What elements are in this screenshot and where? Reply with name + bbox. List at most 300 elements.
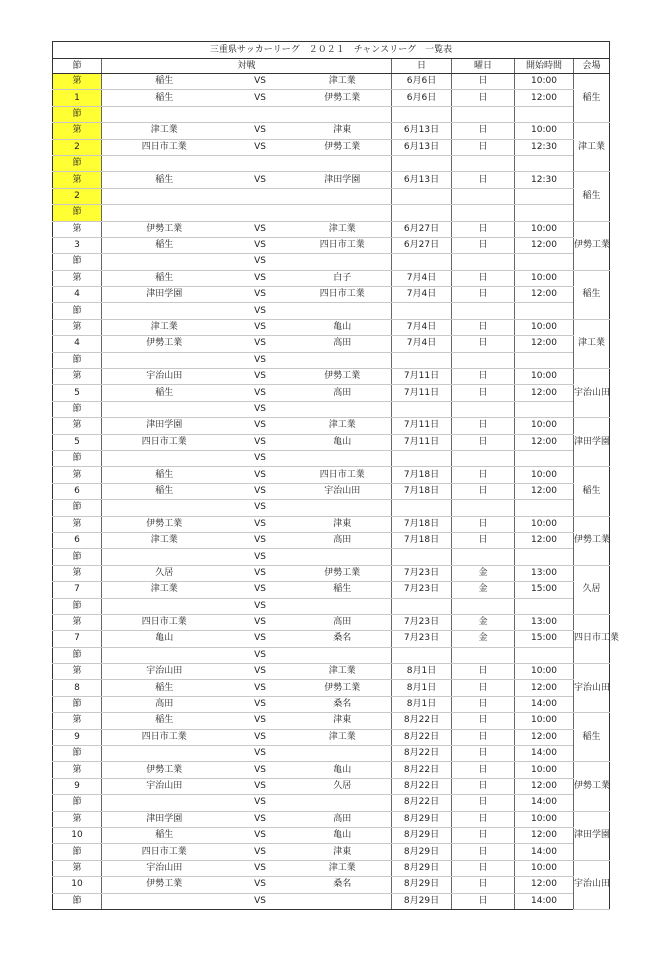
home-team: 津工業 — [102, 319, 227, 335]
match-start-time: 10:00 — [515, 516, 574, 532]
vs-label: VS — [227, 696, 294, 712]
away-team: 桑名 — [294, 877, 392, 893]
home-team — [102, 205, 227, 221]
header-start-time: 開始時間 — [515, 59, 574, 74]
round-cell: 第 — [53, 713, 102, 729]
away-team: 亀山 — [294, 434, 392, 450]
match-start-time: 14:00 — [515, 893, 574, 909]
match-start-time: 12:00 — [515, 90, 574, 106]
round-cell: 第 — [53, 319, 102, 335]
round-cell: 節 — [53, 155, 102, 171]
match-start-time: 12:30 — [515, 139, 574, 155]
vs-label: VS — [227, 336, 294, 352]
home-team: 四日市工業 — [102, 614, 227, 630]
vs-label: VS — [227, 352, 294, 368]
match-row — [53, 500, 610, 516]
match-row — [53, 614, 610, 630]
away-team — [294, 893, 392, 909]
match-date — [392, 188, 452, 204]
match-start-time: 12:00 — [515, 237, 574, 253]
match-start-time: 12:00 — [515, 729, 574, 745]
home-team: 四日市工業 — [102, 729, 227, 745]
match-row — [53, 713, 610, 729]
round-cell: 第 — [53, 221, 102, 237]
away-team — [294, 500, 392, 516]
round-cell: 9 — [53, 729, 102, 745]
home-team: 宇治山田 — [102, 664, 227, 680]
away-team: 伊勢工業 — [294, 565, 392, 581]
match-date: 8月29日 — [392, 860, 452, 876]
match-weekday: 日 — [452, 287, 515, 303]
vs-label: VS — [227, 74, 294, 90]
match-weekday: 日 — [452, 123, 515, 139]
round-cell: 節 — [53, 401, 102, 417]
away-team — [294, 155, 392, 171]
match-weekday: 日 — [452, 680, 515, 696]
match-row — [53, 155, 610, 171]
venue-cell: 四日市工業 — [574, 614, 610, 663]
match-row — [53, 680, 610, 696]
vs-label: VS — [227, 565, 294, 581]
away-team — [294, 549, 392, 565]
home-team: 宇治山田 — [102, 860, 227, 876]
match-weekday: 日 — [452, 532, 515, 548]
match-row — [53, 827, 610, 843]
vs-label: VS — [227, 598, 294, 614]
match-date: 6月27日 — [392, 237, 452, 253]
vs-label: VS — [227, 287, 294, 303]
match-row — [53, 467, 610, 483]
home-team — [102, 303, 227, 319]
match-start-time — [515, 155, 574, 171]
match-date: 7月4日 — [392, 287, 452, 303]
match-date: 8月1日 — [392, 696, 452, 712]
match-date: 6月13日 — [392, 123, 452, 139]
match-start-time: 10:00 — [515, 418, 574, 434]
home-team — [102, 746, 227, 762]
match-row — [53, 647, 610, 663]
match-row — [53, 106, 610, 122]
match-date — [392, 500, 452, 516]
match-start-time: 10:00 — [515, 467, 574, 483]
match-start-time — [515, 500, 574, 516]
round-cell: 第 — [53, 418, 102, 434]
match-date: 6月13日 — [392, 139, 452, 155]
away-team: 宇治山田 — [294, 483, 392, 499]
away-team — [294, 647, 392, 663]
venue-cell: 津工業 — [574, 123, 610, 172]
match-weekday: 金 — [452, 565, 515, 581]
away-team — [294, 188, 392, 204]
match-row — [53, 352, 610, 368]
match-weekday: 日 — [452, 319, 515, 335]
match-start-time: 13:00 — [515, 565, 574, 581]
away-team: 津東 — [294, 516, 392, 532]
match-start-time: 12:00 — [515, 434, 574, 450]
home-team — [102, 893, 227, 909]
away-team: 津東 — [294, 713, 392, 729]
away-team: 四日市工業 — [294, 237, 392, 253]
match-start-time: 10:00 — [515, 762, 574, 778]
round-cell: 8 — [53, 680, 102, 696]
away-team: 四日市工業 — [294, 467, 392, 483]
match-date: 7月23日 — [392, 565, 452, 581]
match-row — [53, 237, 610, 253]
home-team: 津工業 — [102, 582, 227, 598]
match-row — [53, 762, 610, 778]
venue-cell: 稲生 — [574, 713, 610, 762]
match-start-time — [515, 450, 574, 466]
match-weekday: 日 — [452, 385, 515, 401]
home-team: 高田 — [102, 696, 227, 712]
match-weekday — [452, 205, 515, 221]
round-cell: 7 — [53, 582, 102, 598]
vs-label: VS — [227, 385, 294, 401]
match-start-time: 12:00 — [515, 532, 574, 548]
match-weekday: 日 — [452, 221, 515, 237]
round-cell: 第 — [53, 811, 102, 827]
match-date: 8月29日 — [392, 893, 452, 909]
round-cell: 4 — [53, 336, 102, 352]
vs-label: VS — [227, 729, 294, 745]
match-date: 6月6日 — [392, 90, 452, 106]
vs-label: VS — [227, 270, 294, 286]
match-start-time: 10:00 — [515, 270, 574, 286]
vs-label — [227, 205, 294, 221]
away-team: 津東 — [294, 123, 392, 139]
home-team: 稲生 — [102, 270, 227, 286]
home-team: 伊勢工業 — [102, 516, 227, 532]
home-team: 稲生 — [102, 827, 227, 843]
match-row — [53, 401, 610, 417]
match-date: 7月11日 — [392, 434, 452, 450]
home-team: 伊勢工業 — [102, 762, 227, 778]
match-date: 8月29日 — [392, 877, 452, 893]
match-row — [53, 860, 610, 876]
match-weekday: 日 — [452, 860, 515, 876]
match-start-time: 14:00 — [515, 795, 574, 811]
match-weekday: 日 — [452, 90, 515, 106]
round-cell: 第 — [53, 123, 102, 139]
away-team: 津工業 — [294, 74, 392, 90]
away-team: 高田 — [294, 614, 392, 630]
round-cell: 第 — [53, 860, 102, 876]
match-weekday: 金 — [452, 582, 515, 598]
match-date: 7月4日 — [392, 336, 452, 352]
vs-label: VS — [227, 303, 294, 319]
round-cell: 2 — [53, 188, 102, 204]
home-team: 津田学園 — [102, 811, 227, 827]
vs-label: VS — [227, 123, 294, 139]
vs-label — [227, 188, 294, 204]
match-weekday: 金 — [452, 631, 515, 647]
home-team — [102, 450, 227, 466]
vs-label: VS — [227, 516, 294, 532]
home-team — [102, 155, 227, 171]
round-cell: 第 — [53, 516, 102, 532]
vs-label: VS — [227, 827, 294, 843]
match-row — [53, 664, 610, 680]
away-team — [294, 106, 392, 122]
match-row — [53, 893, 610, 909]
away-team: 津工業 — [294, 418, 392, 434]
match-start-time: 10:00 — [515, 74, 574, 90]
vs-label: VS — [227, 172, 294, 188]
round-cell: 第 — [53, 762, 102, 778]
match-start-time — [515, 188, 574, 204]
away-team: 亀山 — [294, 827, 392, 843]
match-start-time: 15:00 — [515, 582, 574, 598]
away-team: 桑名 — [294, 631, 392, 647]
match-start-time — [515, 647, 574, 663]
match-start-time: 10:00 — [515, 713, 574, 729]
match-weekday: 日 — [452, 74, 515, 90]
away-team: 高田 — [294, 811, 392, 827]
match-weekday — [452, 188, 515, 204]
vs-label: VS — [227, 139, 294, 155]
match-date: 8月22日 — [392, 729, 452, 745]
vs-label: VS — [227, 664, 294, 680]
match-start-time: 14:00 — [515, 746, 574, 762]
match-weekday — [452, 401, 515, 417]
match-date: 6月27日 — [392, 221, 452, 237]
match-row — [53, 549, 610, 565]
vs-label: VS — [227, 418, 294, 434]
round-cell: 節 — [53, 746, 102, 762]
match-date: 8月1日 — [392, 680, 452, 696]
match-row — [53, 696, 610, 712]
match-date: 7月23日 — [392, 631, 452, 647]
round-cell: 第 — [53, 369, 102, 385]
match-start-time: 10:00 — [515, 860, 574, 876]
vs-label: VS — [227, 221, 294, 237]
vs-label: VS — [227, 811, 294, 827]
match-start-time: 10:00 — [515, 123, 574, 139]
match-start-time: 10:00 — [515, 369, 574, 385]
match-row — [53, 385, 610, 401]
vs-label: VS — [227, 467, 294, 483]
home-team: 伊勢工業 — [102, 877, 227, 893]
match-start-time — [515, 549, 574, 565]
round-cell: 10 — [53, 877, 102, 893]
away-team: 高田 — [294, 532, 392, 548]
round-cell: 節 — [53, 549, 102, 565]
round-cell: 6 — [53, 532, 102, 548]
away-team: 伊勢工業 — [294, 90, 392, 106]
away-team: 津東 — [294, 844, 392, 860]
away-team: 亀山 — [294, 319, 392, 335]
venue-cell: 伊勢工業 — [574, 762, 610, 811]
match-date — [392, 254, 452, 270]
match-row — [53, 483, 610, 499]
match-weekday: 日 — [452, 713, 515, 729]
match-row — [53, 270, 610, 286]
match-weekday: 日 — [452, 762, 515, 778]
match-row — [53, 221, 610, 237]
match-date: 7月11日 — [392, 418, 452, 434]
vs-label: VS — [227, 713, 294, 729]
round-cell: 第 — [53, 270, 102, 286]
home-team: 稲生 — [102, 713, 227, 729]
vs-label: VS — [227, 746, 294, 762]
match-start-time: 10:00 — [515, 811, 574, 827]
venue-cell: 津工業 — [574, 319, 610, 368]
home-team: 津田学園 — [102, 418, 227, 434]
away-team: 津工業 — [294, 664, 392, 680]
match-start-time: 12:00 — [515, 483, 574, 499]
away-team: 津工業 — [294, 860, 392, 876]
match-row — [53, 844, 610, 860]
home-team — [102, 647, 227, 663]
match-date: 7月23日 — [392, 614, 452, 630]
venue-cell: 宇治山田 — [574, 860, 610, 909]
away-team — [294, 598, 392, 614]
home-team: 四日市工業 — [102, 844, 227, 860]
match-weekday: 日 — [452, 696, 515, 712]
title-row — [53, 42, 610, 59]
venue-cell: 稲生 — [574, 74, 610, 123]
match-start-time: 15:00 — [515, 631, 574, 647]
match-row — [53, 729, 610, 745]
vs-label: VS — [227, 500, 294, 516]
round-cell: 節 — [53, 844, 102, 860]
away-team: 高田 — [294, 385, 392, 401]
home-team — [102, 106, 227, 122]
match-date: 7月18日 — [392, 467, 452, 483]
venue-cell: 稲生 — [574, 467, 610, 516]
match-date — [392, 401, 452, 417]
vs-label: VS — [227, 582, 294, 598]
home-team: 津田学園 — [102, 287, 227, 303]
match-weekday — [452, 303, 515, 319]
match-date: 7月4日 — [392, 319, 452, 335]
match-date: 8月22日 — [392, 778, 452, 794]
match-date: 6月6日 — [392, 74, 452, 90]
match-start-time: 14:00 — [515, 844, 574, 860]
schedule-body — [53, 42, 620, 910]
match-start-time: 14:00 — [515, 696, 574, 712]
match-row — [53, 450, 610, 466]
match-date: 7月18日 — [392, 532, 452, 548]
match-start-time: 10:00 — [515, 664, 574, 680]
round-cell: 節 — [53, 598, 102, 614]
round-cell: 2 — [53, 139, 102, 155]
match-row — [53, 369, 610, 385]
vs-label — [227, 155, 294, 171]
home-team: 四日市工業 — [102, 139, 227, 155]
match-start-time: 12:00 — [515, 336, 574, 352]
venue-cell: 稲生 — [574, 172, 610, 221]
match-weekday: 日 — [452, 418, 515, 434]
match-start-time: 12:00 — [515, 778, 574, 794]
away-team: 高田 — [294, 336, 392, 352]
match-weekday: 日 — [452, 877, 515, 893]
match-weekday — [452, 106, 515, 122]
match-row — [53, 90, 610, 106]
match-row — [53, 746, 610, 762]
match-weekday — [452, 155, 515, 171]
match-date — [392, 647, 452, 663]
match-start-time — [515, 352, 574, 368]
round-cell: 節 — [53, 500, 102, 516]
round-cell: 節 — [53, 647, 102, 663]
home-team — [102, 795, 227, 811]
home-team: 伊勢工業 — [102, 221, 227, 237]
round-cell: 節 — [53, 254, 102, 270]
home-team — [102, 549, 227, 565]
match-date — [392, 549, 452, 565]
away-team — [294, 450, 392, 466]
home-team — [102, 254, 227, 270]
match-row — [53, 516, 610, 532]
vs-label: VS — [227, 893, 294, 909]
away-team — [294, 303, 392, 319]
round-cell: 1 — [53, 90, 102, 106]
vs-label: VS — [227, 877, 294, 893]
match-row — [53, 778, 610, 794]
match-weekday: 日 — [452, 729, 515, 745]
home-team: 伊勢工業 — [102, 336, 227, 352]
away-team: 津田学園 — [294, 172, 392, 188]
match-row — [53, 188, 610, 204]
vs-label: VS — [227, 647, 294, 663]
match-date — [392, 106, 452, 122]
match-weekday: 日 — [452, 811, 515, 827]
match-weekday: 日 — [452, 336, 515, 352]
vs-label: VS — [227, 434, 294, 450]
match-weekday: 日 — [452, 434, 515, 450]
venue-cell: 伊勢工業 — [574, 516, 610, 565]
match-date: 7月18日 — [392, 516, 452, 532]
home-team: 津工業 — [102, 532, 227, 548]
away-team: 津工業 — [294, 729, 392, 745]
vs-label: VS — [227, 762, 294, 778]
vs-label: VS — [227, 680, 294, 696]
home-team: 稲生 — [102, 467, 227, 483]
venue-cell: 久居 — [574, 565, 610, 614]
away-team: 伊勢工業 — [294, 139, 392, 155]
match-date: 8月22日 — [392, 713, 452, 729]
away-team — [294, 254, 392, 270]
home-team — [102, 401, 227, 417]
round-cell: 4 — [53, 287, 102, 303]
match-weekday — [452, 549, 515, 565]
round-cell: 7 — [53, 631, 102, 647]
match-date: 8月22日 — [392, 746, 452, 762]
round-cell: 3 — [53, 237, 102, 253]
away-team — [294, 795, 392, 811]
match-row — [53, 811, 610, 827]
vs-label: VS — [227, 369, 294, 385]
page-title: 三重県サッカーリーグ ２０２１ チャンスリーグ 一覧表 — [53, 42, 610, 59]
match-start-time: 12:00 — [515, 385, 574, 401]
away-team: 津工業 — [294, 221, 392, 237]
match-weekday: 日 — [452, 237, 515, 253]
match-row — [53, 565, 610, 581]
vs-label: VS — [227, 549, 294, 565]
home-team: 宇治山田 — [102, 369, 227, 385]
away-team — [294, 205, 392, 221]
away-team: 白子 — [294, 270, 392, 286]
match-row — [53, 877, 610, 893]
away-team: 四日市工業 — [294, 287, 392, 303]
match-row — [53, 139, 610, 155]
match-start-time — [515, 303, 574, 319]
header-weekday: 曜日 — [452, 59, 515, 74]
match-row — [53, 795, 610, 811]
match-row — [53, 532, 610, 548]
round-cell: 節 — [53, 450, 102, 466]
